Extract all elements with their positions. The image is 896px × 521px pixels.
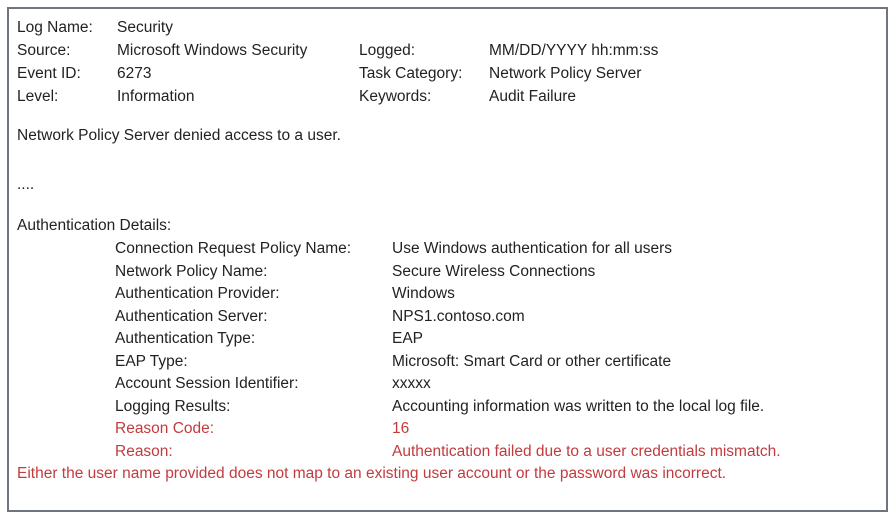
field-label: Log Name:: [17, 19, 93, 36]
auth-details-heading: Authentication Details:: [17, 217, 172, 234]
event-description: Network Policy Server denied access to a user.: [17, 127, 341, 144]
field-label: Logged:: [359, 42, 416, 59]
field-label: Source:: [17, 42, 71, 59]
detail-value: EAP: [392, 330, 424, 347]
auth-details-list: [17, 238, 878, 463]
field-label: Keywords:: [359, 88, 432, 105]
header-row: [17, 85, 878, 108]
detail-row: [17, 283, 878, 306]
detail-label: Logging Results:: [115, 397, 231, 415]
detail-row: [17, 418, 878, 441]
detail-value: NPS1.contoso.com: [392, 307, 525, 325]
detail-value: Microsoft: Smart Card or other certificate: [392, 352, 672, 370]
field-value: Security: [117, 19, 173, 36]
detail-value: Authentication failed due to a user credentials mismatch.: [392, 442, 781, 460]
ellipsis-text: ....: [17, 176, 35, 193]
field-value: 6273: [117, 65, 152, 82]
detail-row: [17, 261, 878, 284]
field-value: Information: [117, 88, 195, 105]
detail-value: Secure Wireless Connections: [392, 262, 596, 280]
detail-row: [17, 441, 878, 464]
detail-label: Reason Code:: [115, 420, 215, 437]
detail-value: Accounting information was written to the local log file.: [392, 397, 765, 415]
detail-row: [17, 351, 878, 374]
field-label: [359, 16, 489, 39]
detail-label: Reason:: [115, 442, 173, 460]
detail-label: Authentication Type:: [115, 330, 256, 347]
field-value: Microsoft Windows Security: [117, 42, 308, 59]
detail-label: Authentication Provider:: [115, 285, 280, 302]
header-row: [17, 16, 878, 39]
field-value: Network Policy Server: [489, 65, 642, 82]
event-log-panel: [7, 7, 888, 512]
detail-row: [17, 373, 878, 396]
detail-value: Windows: [392, 285, 455, 302]
detail-value: Use Windows authentication for all users: [392, 240, 672, 257]
field-value: Audit Failure: [489, 88, 577, 105]
detail-label: Connection Request Policy Name:: [115, 240, 352, 257]
detail-row: [17, 328, 878, 351]
detail-label: Network Policy Name:: [115, 262, 268, 280]
header-row: [17, 39, 878, 62]
detail-value: 16: [392, 420, 410, 437]
footer-alert-text: Either the user name provided does not map to an existing user account or the password was incorrect.: [17, 465, 727, 482]
detail-label: Authentication Server:: [115, 307, 268, 325]
field-label: Level:: [17, 88, 59, 105]
detail-row: [17, 238, 878, 261]
field-value: MM/DD/YYYY hh:mm:ss: [489, 42, 659, 59]
field-label: Task Category:: [359, 65, 463, 82]
field-value: [489, 16, 878, 39]
detail-label: Account Session Identifier:: [115, 375, 299, 392]
header-row: [17, 62, 878, 85]
detail-label: EAP Type:: [115, 352, 188, 370]
field-label: Event ID:: [17, 65, 81, 82]
detail-row: [17, 396, 878, 419]
detail-value: xxxxx: [392, 375, 431, 392]
event-header: [17, 16, 878, 108]
detail-row: [17, 306, 878, 329]
